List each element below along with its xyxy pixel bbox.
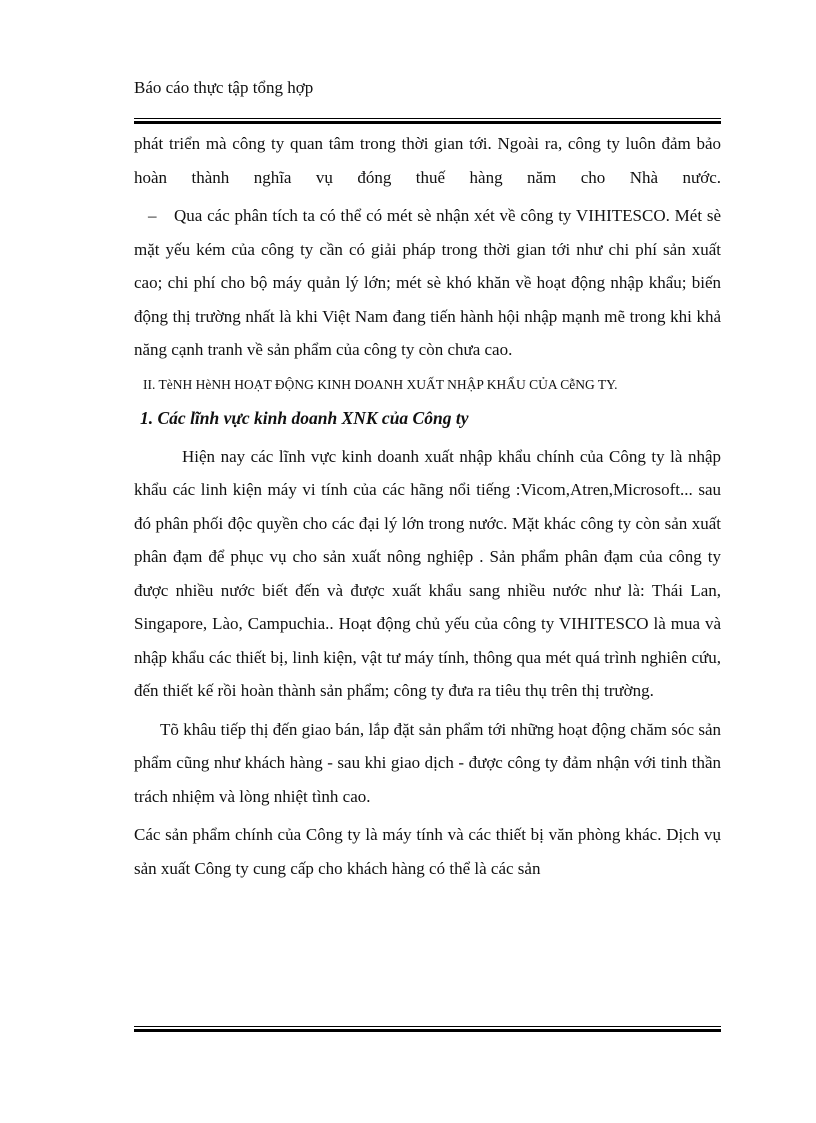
paragraph-1: phát triển mà công ty quan tâm trong thời gian tới. Ngoài ra, công ty luôn đảm bảo hoàn thành nghĩa vụ đóng thuế hàng năm cho Nhà nước. [134,134,721,187]
paragraph-5: Các sản phẩm chính của Công ty là máy tính và các thiết bị văn phòng khác. Dịch vụ sản xuất Công ty cung cấp cho khách hàng có thể là các sản [134,825,721,878]
list-dash: – [148,206,157,225]
section-heading: II. TèNH HèNH HOẠT ĐỘNG KINH DOANH XUẤT NHẬP KHẨU CỦA CễNG TY. [143,376,618,392]
subsection-heading: 1. Các lĩnh vực kinh doanh XNK của Công ty [140,407,469,428]
paragraph-4: Tõ khâu tiếp thị đến giao bán, lắp đặt sản phẩm tới những hoạt động chăm sóc sản phẩm cũng như khách hàng - sau khi giao dịch - được công ty đảm nhận với tinh thần trách nhiệm và lòng nhiệt tình cao. [134,719,721,806]
footer-divider [134,1026,721,1032]
paragraph-2-text: Qua các phân tích ta có thể có mét sè nhận xét về công ty VIHITESCO. Mét sè mặt yếu kém của công ty cần có giải pháp trong thời gian tới như chi phí sản xuất cao; chi phí cho bộ máy quản lý lớn; mét sè khó khăn về hoạt động nhập khẩu; biến động thị trường nhất là khi Việt Nam đang tiến hành hội nhập mạnh mẽ trong khi khả năng cạnh tranh về sản phẩm của công ty còn chưa cao. [134,206,721,359]
page-header: Báo cáo thực tập tổng hợp [134,78,314,97]
paragraph-2 [134,199,721,367]
paragraph-3: Hiện nay các lĩnh vực kinh doanh xuất nhập khẩu chính của Công ty là nhập khẩu các linh kiện máy vi tính của các hãng nổi tiếng :Vicom,Atren,Microsoft... sau đó phân phối độc quyền cho các đại lý lớn trong nước. Mặt khác công ty còn sản xuất phân đạm để phục vụ cho sản xuất nông nghiệp . Sản phẩm phân đạm của công ty được nhiều nước biết đến và được xuất khẩu sang nhiều nước như là: Thái Lan, Singapore, Lào, Campuchia.. Hoạt động chủ yếu của công ty VIHITESCO là mua và nhập khẩu các thiết bị, linh kiện, vật tư máy tính, thông qua mét quá trình nghiên cứu, đến thiết kế rồi hoàn thành sản phẩm; công ty đưa ra tiêu thụ trên thị trường. [134,446,721,700]
header-divider [134,118,721,124]
document-body [134,127,721,885]
